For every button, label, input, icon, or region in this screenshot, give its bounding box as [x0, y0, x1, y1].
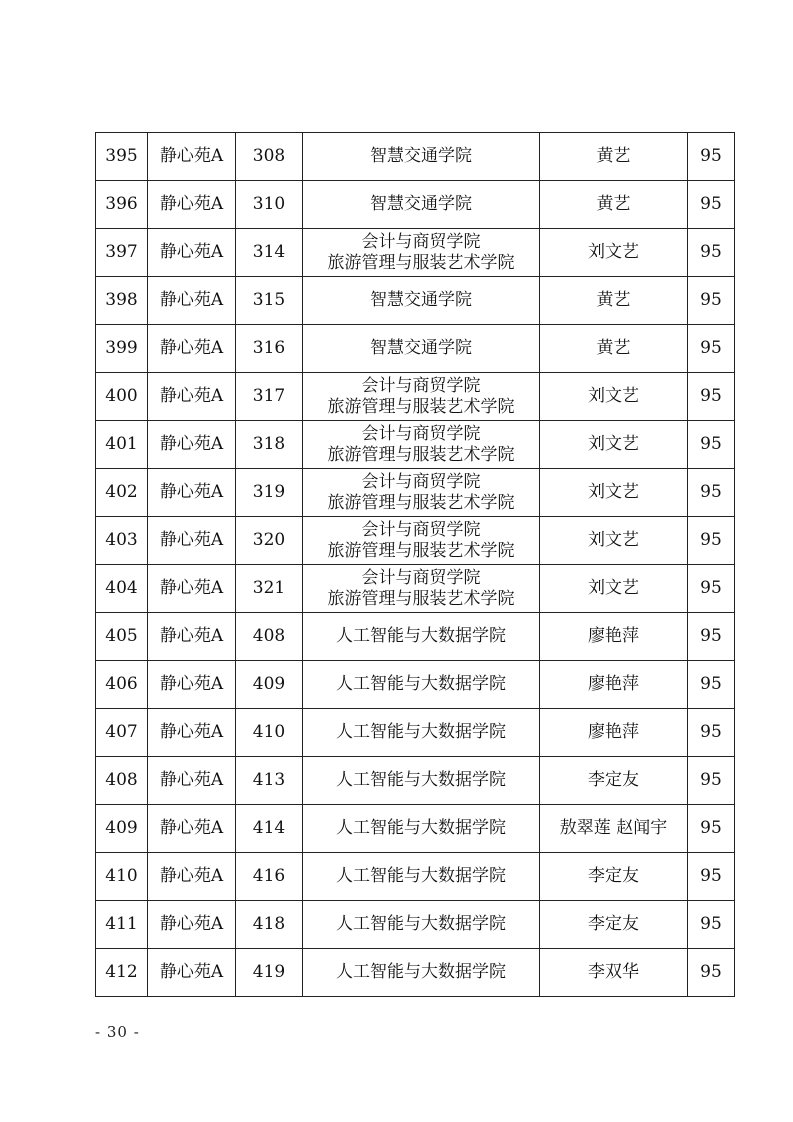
college-name: 人工智能与大数据学院 — [336, 962, 506, 982]
room-number-cell: 314 — [236, 229, 303, 277]
score-cell: 95 — [688, 133, 735, 181]
row-number-cell: 399 — [96, 325, 148, 373]
college-name: 人工智能与大数据学院 — [336, 866, 506, 886]
table-row — [96, 757, 735, 805]
score-cell: 95 — [688, 949, 735, 997]
college-name: 会计与商贸学院 — [361, 567, 481, 588]
score-cell: 95 — [688, 901, 735, 949]
table-row — [96, 133, 735, 181]
table-row — [96, 901, 735, 949]
college-name: 旅游管理与服装艺术学院 — [327, 444, 515, 465]
college-cell — [303, 613, 540, 661]
college-name: 旅游管理与服装艺术学院 — [327, 540, 515, 561]
table-body — [96, 133, 735, 997]
college-cell — [303, 565, 540, 613]
table-row — [96, 805, 735, 853]
building-cell: 静心苑A — [148, 949, 236, 997]
building-cell: 静心苑A — [148, 517, 236, 565]
room-number-cell: 320 — [236, 517, 303, 565]
row-number-cell: 396 — [96, 181, 148, 229]
row-number-cell: 404 — [96, 565, 148, 613]
college-name: 智慧交通学院 — [370, 146, 472, 166]
college-cell — [303, 805, 540, 853]
row-number-cell: 397 — [96, 229, 148, 277]
college-name: 人工智能与大数据学院 — [336, 626, 506, 646]
table-row — [96, 949, 735, 997]
college-name: 旅游管理与服装艺术学院 — [327, 588, 515, 609]
college-name: 人工智能与大数据学院 — [336, 818, 506, 838]
college-name: 会计与商贸学院 — [361, 471, 481, 492]
responsible-person-cell: 黄艺 — [540, 133, 688, 181]
room-number-cell: 310 — [236, 181, 303, 229]
row-number-cell: 412 — [96, 949, 148, 997]
responsible-person-cell: 黄艺 — [540, 325, 688, 373]
college-name: 人工智能与大数据学院 — [336, 722, 506, 742]
score-cell: 95 — [688, 517, 735, 565]
room-number-cell: 413 — [236, 757, 303, 805]
building-cell: 静心苑A — [148, 181, 236, 229]
row-number-cell: 406 — [96, 661, 148, 709]
building-cell: 静心苑A — [148, 853, 236, 901]
score-cell: 95 — [688, 853, 735, 901]
row-number-cell: 409 — [96, 805, 148, 853]
score-cell: 95 — [688, 421, 735, 469]
college-cell — [303, 181, 540, 229]
building-cell: 静心苑A — [148, 565, 236, 613]
responsible-person-cell: 敖翠莲 赵闻宇 — [540, 805, 688, 853]
responsible-person-cell: 廖艳萍 — [540, 613, 688, 661]
college-cell — [303, 325, 540, 373]
score-cell: 95 — [688, 181, 735, 229]
table-row — [96, 613, 735, 661]
college-name: 旅游管理与服装艺术学院 — [327, 252, 515, 273]
responsible-person-cell: 黄艺 — [540, 277, 688, 325]
college-name: 智慧交通学院 — [370, 290, 472, 310]
building-cell: 静心苑A — [148, 133, 236, 181]
building-cell: 静心苑A — [148, 373, 236, 421]
building-cell: 静心苑A — [148, 277, 236, 325]
building-cell: 静心苑A — [148, 469, 236, 517]
responsible-person-cell: 李定友 — [540, 901, 688, 949]
building-cell: 静心苑A — [148, 661, 236, 709]
college-name: 旅游管理与服装艺术学院 — [327, 492, 515, 513]
table-row — [96, 229, 735, 277]
college-cell — [303, 517, 540, 565]
responsible-person-cell: 刘文艺 — [540, 469, 688, 517]
responsible-person-cell: 廖艳萍 — [540, 709, 688, 757]
college-cell — [303, 277, 540, 325]
college-name: 旅游管理与服装艺术学院 — [327, 396, 515, 417]
responsible-person-cell: 李双华 — [540, 949, 688, 997]
table-row — [96, 709, 735, 757]
room-number-cell: 308 — [236, 133, 303, 181]
college-name: 智慧交通学院 — [370, 338, 472, 358]
row-number-cell: 407 — [96, 709, 148, 757]
score-cell: 95 — [688, 757, 735, 805]
responsible-person-cell: 黄艺 — [540, 181, 688, 229]
college-cell — [303, 949, 540, 997]
college-cell — [303, 709, 540, 757]
college-name: 人工智能与大数据学院 — [336, 770, 506, 790]
table-row — [96, 181, 735, 229]
college-name: 会计与商贸学院 — [361, 519, 481, 540]
score-cell: 95 — [688, 661, 735, 709]
room-number-cell: 317 — [236, 373, 303, 421]
college-name: 人工智能与大数据学院 — [336, 914, 506, 934]
table-row — [96, 565, 735, 613]
row-number-cell: 411 — [96, 901, 148, 949]
responsible-person-cell: 廖艳萍 — [540, 661, 688, 709]
room-number-cell: 316 — [236, 325, 303, 373]
college-cell — [303, 853, 540, 901]
college-name: 会计与商贸学院 — [361, 423, 481, 444]
table-row — [96, 517, 735, 565]
college-cell — [303, 757, 540, 805]
responsible-person-cell: 刘文艺 — [540, 373, 688, 421]
score-cell: 95 — [688, 709, 735, 757]
building-cell: 静心苑A — [148, 229, 236, 277]
college-cell — [303, 373, 540, 421]
responsible-person-cell: 李定友 — [540, 757, 688, 805]
college-cell — [303, 469, 540, 517]
responsible-person-cell: 李定友 — [540, 853, 688, 901]
row-number-cell: 398 — [96, 277, 148, 325]
building-cell: 静心苑A — [148, 901, 236, 949]
room-number-cell: 416 — [236, 853, 303, 901]
table-row — [96, 661, 735, 709]
score-cell: 95 — [688, 325, 735, 373]
row-number-cell: 410 — [96, 853, 148, 901]
college-cell — [303, 133, 540, 181]
score-cell: 95 — [688, 565, 735, 613]
building-cell: 静心苑A — [148, 421, 236, 469]
score-cell: 95 — [688, 229, 735, 277]
responsible-person-cell: 刘文艺 — [540, 565, 688, 613]
table-row — [96, 373, 735, 421]
room-number-cell: 414 — [236, 805, 303, 853]
score-cell: 95 — [688, 613, 735, 661]
row-number-cell: 395 — [96, 133, 148, 181]
room-number-cell: 321 — [236, 565, 303, 613]
college-name: 人工智能与大数据学院 — [336, 674, 506, 694]
building-cell: 静心苑A — [148, 805, 236, 853]
room-number-cell: 410 — [236, 709, 303, 757]
college-name: 会计与商贸学院 — [361, 231, 481, 252]
room-number-cell: 319 — [236, 469, 303, 517]
building-cell: 静心苑A — [148, 325, 236, 373]
room-number-cell: 408 — [236, 613, 303, 661]
college-cell — [303, 229, 540, 277]
score-cell: 95 — [688, 277, 735, 325]
row-number-cell: 400 — [96, 373, 148, 421]
college-name: 会计与商贸学院 — [361, 375, 481, 396]
building-cell: 静心苑A — [148, 709, 236, 757]
table-row — [96, 277, 735, 325]
room-number-cell: 318 — [236, 421, 303, 469]
room-number-cell: 418 — [236, 901, 303, 949]
responsible-person-cell: 刘文艺 — [540, 229, 688, 277]
building-cell: 静心苑A — [148, 613, 236, 661]
college-name: 智慧交通学院 — [370, 194, 472, 214]
row-number-cell: 402 — [96, 469, 148, 517]
table-row — [96, 469, 735, 517]
table-row — [96, 325, 735, 373]
room-number-cell: 315 — [236, 277, 303, 325]
college-cell — [303, 661, 540, 709]
page-number: - 30 - — [95, 1023, 140, 1041]
row-number-cell: 408 — [96, 757, 148, 805]
row-number-cell: 403 — [96, 517, 148, 565]
row-number-cell: 405 — [96, 613, 148, 661]
room-number-cell: 409 — [236, 661, 303, 709]
dormitory-score-table — [95, 132, 735, 997]
score-cell: 95 — [688, 805, 735, 853]
room-number-cell: 419 — [236, 949, 303, 997]
college-cell — [303, 421, 540, 469]
score-cell: 95 — [688, 373, 735, 421]
score-cell: 95 — [688, 469, 735, 517]
row-number-cell: 401 — [96, 421, 148, 469]
table-row — [96, 853, 735, 901]
responsible-person-cell: 刘文艺 — [540, 421, 688, 469]
college-cell — [303, 901, 540, 949]
building-cell: 静心苑A — [148, 757, 236, 805]
table-row — [96, 421, 735, 469]
responsible-person-cell: 刘文艺 — [540, 517, 688, 565]
